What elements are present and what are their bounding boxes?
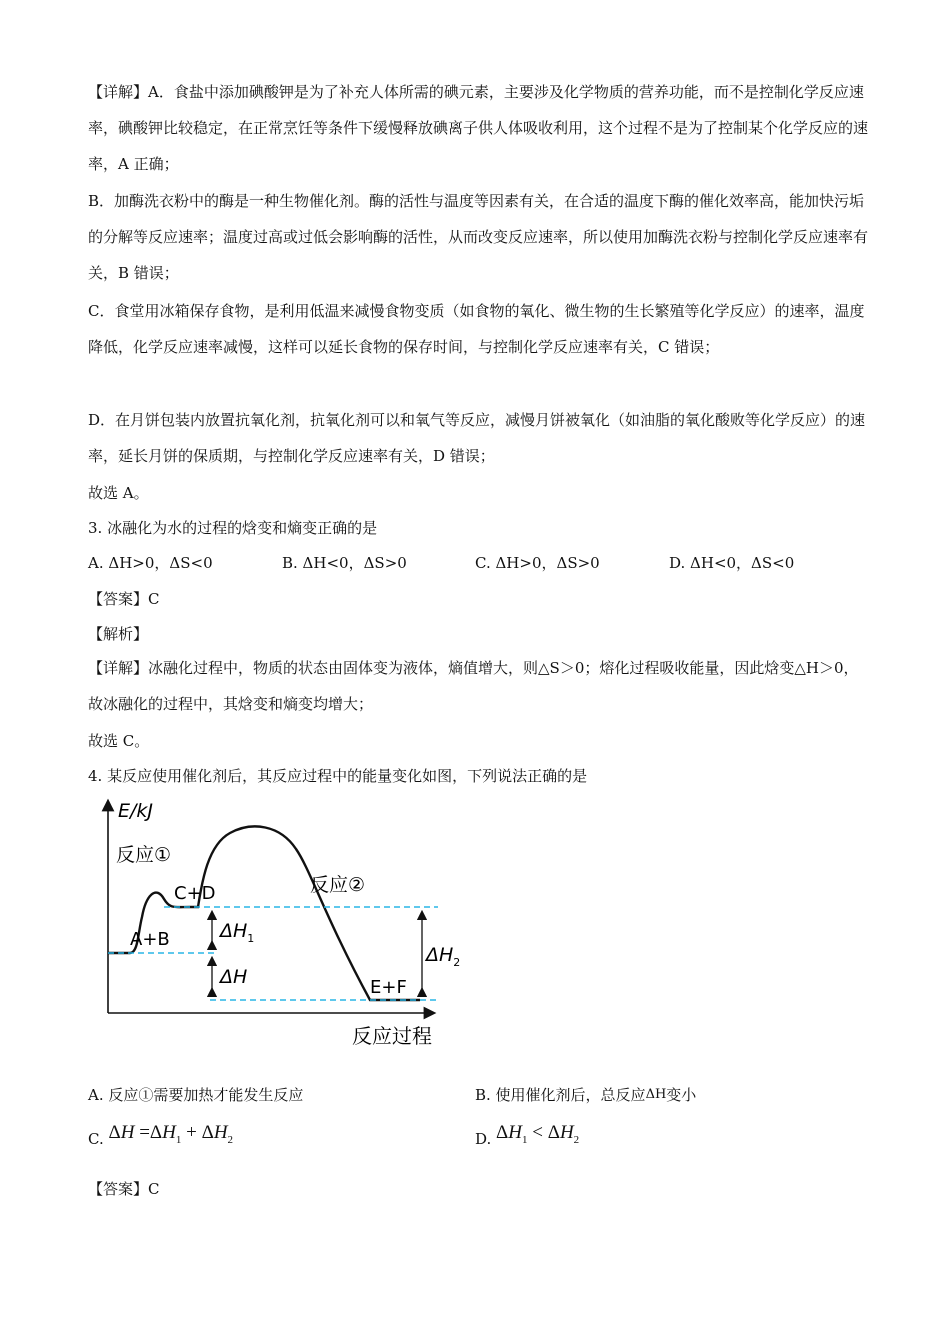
q4-option-a: A. 反应①需要加热才能发生反应: [88, 1086, 304, 1104]
q4-option-d-label: D.: [475, 1130, 492, 1148]
ab-label: A+B: [130, 929, 170, 950]
q4-option-d-formula: $\Delta H_1 < \Delta H_2$: [496, 1122, 580, 1146]
x-axis-label: 反应过程: [352, 1024, 432, 1048]
ef-label: E+F: [370, 977, 407, 998]
q3-analysis: 【解析】: [88, 625, 149, 643]
q3-stem: 3. 冰融化为水的过程的焓变和熵变正确的是: [88, 519, 378, 537]
q4-option-c: [88, 1122, 233, 1148]
q4-option-b-symbol: ΔH: [645, 1087, 667, 1102]
q2-detail-d: D．在月饼包装内放置抗氧化剂，抗氧化剂可以和氧气等反应，减慢月饼被氧化（如油脂的氧化酸败等化学反应）的速率，延长月饼的保质期，与控制化学反应速率有关，D 错误；: [88, 411, 866, 465]
cd-label: C+D: [174, 883, 216, 904]
q4-stem: 4. 某反应使用催化剂后，其反应过程中的能量变化如图，下列说法正确的是: [88, 767, 588, 785]
q3-option-b: B. ΔH<0，ΔS>0: [282, 554, 407, 572]
q2-detail-b: B．加酶洗衣粉中的酶是一种生物催化剂。酶的活性与温度等因素有关，在合适的温度下酶的催化效率高，能加快污垢的分解等反应速率；温度过高或过低会影响酶的活性，从而改变反应速率，所以使用加酶洗衣粉与控制化学反应速率有关，B 错误；: [88, 192, 869, 282]
q3-answer: 【答案】C: [88, 590, 160, 608]
q4-option-d: [475, 1122, 579, 1148]
dh-label: ΔH: [220, 966, 248, 988]
q2-detail-a: 【详解】A．食盐中添加碘酸钾是为了补充人体所需的碘元素，主要涉及化学物质的营养功能，而不是控制化学反应速率，碘酸钾比较稳定，在正常烹饪等条件下缓慢释放碘离子供人体吸收利用，这个过程不是为了控制某个化学反应的速率，A 正确；: [88, 83, 869, 173]
q4-option-b-tail: 变小: [666, 1086, 697, 1104]
q3-option-c: C. ΔH>0，ΔS>0: [475, 554, 600, 572]
reaction1-label: 反应①: [116, 844, 172, 866]
q4-answer: 【答案】C: [88, 1180, 160, 1198]
energy-diagram: [90, 795, 480, 1055]
reaction2-label: 反应②: [310, 874, 366, 896]
y-axis-label: E/kJ: [118, 800, 154, 822]
q3-detail: 【详解】冰融化过程中，物质的状态由固体变为液体，熵值增大，则△S＞0；熔化过程吸收能量，因此焓变△H＞0，故冰融化的过程中，其焓变和熵变均增大；: [88, 659, 859, 713]
q3-choose: 故选 C。: [88, 732, 150, 750]
q4-option-b-text: B. 使用催化剂后，总反应: [475, 1086, 646, 1104]
dh2-label: $\Delta H_2$: [426, 944, 461, 969]
q2-detail-c: C．食堂用冰箱保存食物，是利用低温来减慢食物变质（如食物的氧化、微生物的生长繁殖等化学反应）的速率，温度降低，化学反应速率减慢，这样可以延长食物的保存时间，与控制化学反应速率有关，C 错误；: [88, 302, 865, 356]
dh1-label: $\Delta H_1$: [220, 920, 255, 945]
q3-option-d: D. ΔH<0，ΔS<0: [669, 554, 795, 572]
q2-choose: 故选 A。: [88, 484, 149, 502]
q4-option-c-formula: $\Delta H =\Delta H_1 + \Delta H_2$: [108, 1122, 234, 1146]
q4-option-b: [475, 1084, 696, 1105]
q3-option-a: A. ΔH>0，ΔS<0: [88, 554, 213, 572]
q4-option-c-label: C.: [88, 1130, 104, 1148]
